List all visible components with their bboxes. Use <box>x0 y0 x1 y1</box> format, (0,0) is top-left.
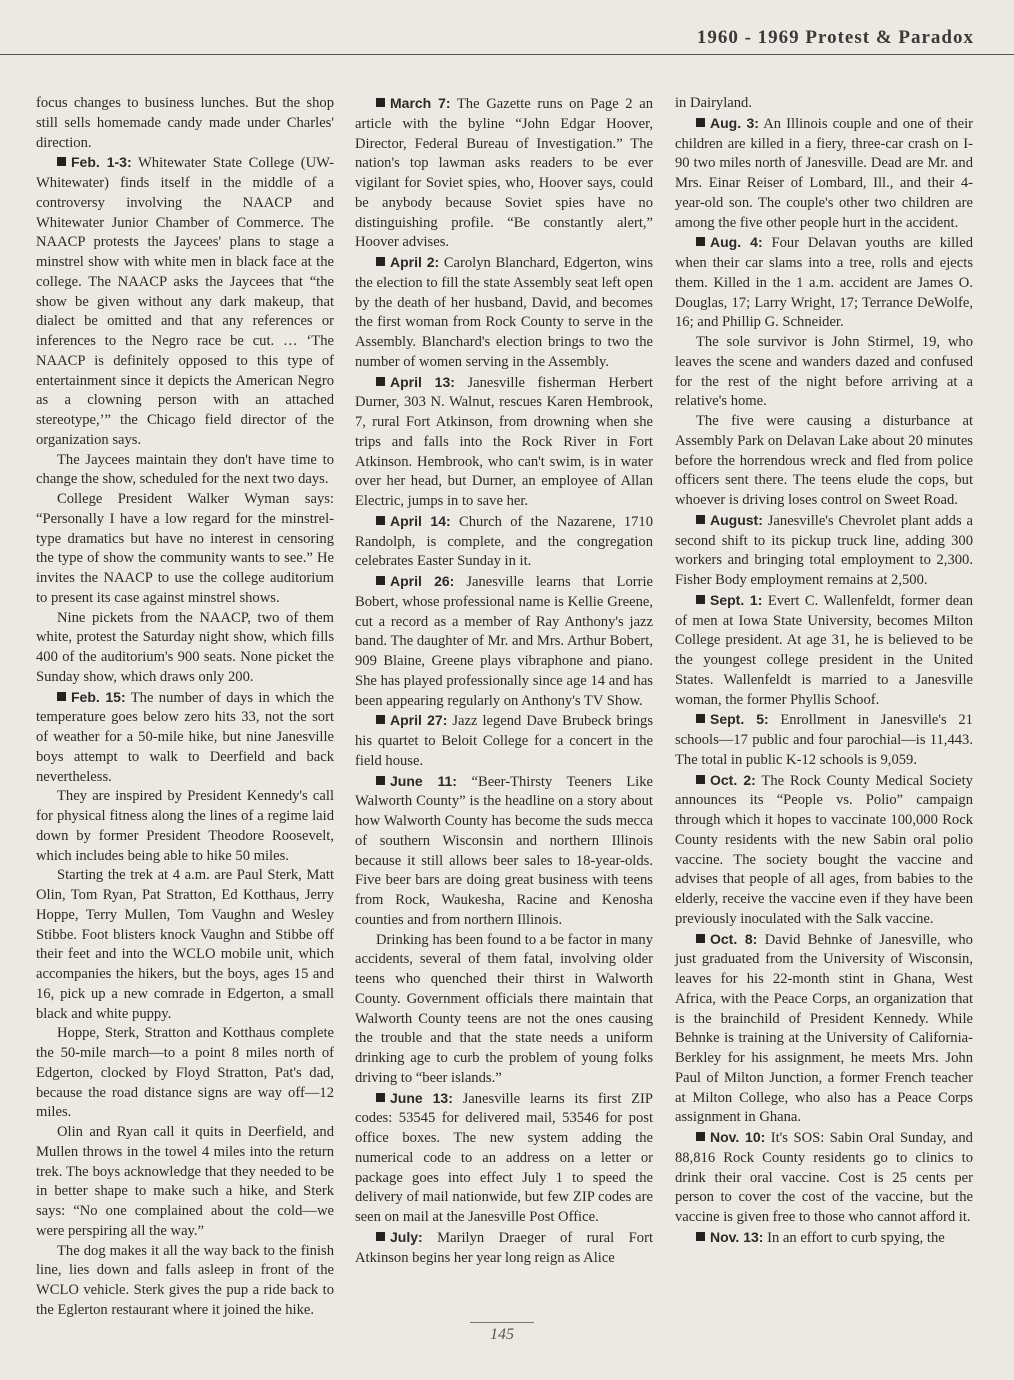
paragraph: Nine pickets from the NAACP, two of them white, protest the Saturday night show, which fills 400 of the auditorium's 900 seats. None picket the Sunday show, which draws only 200. <box>36 609 334 685</box>
column-2 <box>355 94 653 1268</box>
section-title: 1960 - 1969 Protest & Paradox <box>696 27 974 48</box>
entry-text: In an effort to curb spying, the <box>763 1229 945 1246</box>
entry-text: Carolyn Blanchard, Edgerton, wins the election to fill the state Assembly seat left open by the death of her husband, David, and becomes the first woman from Rock County to serve in the Assembly. Blanchard's election brings to two the number of women serving in the Assembly. <box>355 255 653 370</box>
entry-nov-10 <box>675 1128 973 1228</box>
bullet-square-icon <box>696 714 705 723</box>
entry-april-27 <box>355 711 653 771</box>
paragraph: Drinking has been found to a be factor in many accidents, several of them fatal, involving older teens who quenched their thirst in Walworth County. Government officials there maintain that Walworth County teens are not the ones causing the trouble and that the state needs a uniform drinking age to curb the problem of young folks driving to “beer islands.” <box>355 931 653 1086</box>
entry-text: “Beer-Thirsty Teeners Like Walworth County” is the headline on a story about how Walworth County has become the suds mecca of southern Wisconsin and northern Illinois because it still allows beer sales to 18-year-olds. Five beer bars are doing great business with teens from Rock, Waukesha, Racine and Kenosha counties and from northern Illinois. <box>355 773 653 928</box>
column-1 <box>36 94 334 1321</box>
entry-text: Marilyn Draeger of rural Fort Atkinson begins her year long reign as Alice <box>355 1229 653 1266</box>
entry-text: Church of the Nazarene, 1710 Randolph, is complete, and the congregation celebrates Easter Sunday in it. <box>355 513 654 570</box>
entry-text: Janesville's Chevrolet plant adds a second shift to its pickup truck line, adding 300 workers and bringing total employment to 2,300. Fisher Body employment remains at 2,500. <box>675 512 973 588</box>
entry-date: Sept. 1: <box>710 591 763 608</box>
entry-text: Jazz legend Dave Brubeck brings his quartet to Beloit College for a concert in the field house. <box>355 713 654 769</box>
paragraph: Olin and Ryan call it quits in Deerfield, and Mullen throws in the towel 4 miles into the return trek. The boys acknowledge that they needed to be in better shape to make such a hike, and Sterk says: “No one complained about the cold—we were perspiring all the way.” <box>36 1124 334 1239</box>
entry-date: June 11: <box>390 772 457 789</box>
bullet-square-icon <box>376 1093 385 1102</box>
bullet-square-icon <box>376 715 385 724</box>
footer-rule <box>470 1322 534 1323</box>
entry-feb-15 <box>36 688 334 788</box>
entry-date: April 26: <box>390 573 455 589</box>
entry-text: Enrollment in Janesville's 21 schools—17 public and four parochial—is 11,443. The total in public K-12 schools is 9,059. <box>675 712 973 768</box>
bullet-square-icon <box>696 237 705 246</box>
bullet-square-icon <box>376 377 385 386</box>
entry-text: Janesville fisherman Herbert Durner, 303 N. Walnut, rescues Karen Hembrook, 7, rural Fort Atkinson, from drowning when she trips and falls into the Rock River in Fort Atkinson. Hembrook, who can't swim, is in water over her head, but Durner, an employee of Allan Electric, jumps in to save her. <box>355 374 653 509</box>
entry-date: August: <box>710 511 763 528</box>
entry-text: It's SOS: Sabin Oral Sunday, and 88,816 Rock County residents go to clinics to drink their oral vaccine. Cost is 25 cents per person to cover the cost of the vaccine, but the vaccine is given free to those who cannot afford it. <box>675 1130 973 1225</box>
entry-text: Whitewater State College (UW-Whitewater) finds itself in the middle of a controversy involving the NAACP and Whitewater Junior Chamber of Commerce. The NAACP protests the Jaycees' plans to stage a minstrel show with white men in black face at the college. The NAACP asks the Jaycees that “the show be given without any dark makeup, that dialect be omitted and that any references or inferences to the Negro race be cut. … ‘The NAACP is definitely opposed to this type of entertainment since it depicts the American Negro as a clowning person with an attached stereotype,’” the Chicago field director of the organization says. <box>36 155 334 448</box>
running-header <box>0 0 1014 60</box>
entry-date: Sept. 5: <box>710 711 769 728</box>
entry-date: March 7: <box>390 95 451 111</box>
header-rule <box>0 54 1014 55</box>
entry-date: Feb. 15: <box>71 688 126 705</box>
entry-sept-1 <box>675 591 973 711</box>
bullet-square-icon <box>376 516 385 525</box>
paragraph: They are inspired by President Kennedy's call for physical fitness along the lines of a regime laid down by former President Theodore Roosevelt, which includes being able to hike 50 miles. <box>36 788 334 864</box>
entry-april-13 <box>355 373 653 512</box>
entry-text: The Rock County Medical Society announces its “People vs. Polio” campaign through which it hopes to vaccinate 100,000 Rock County residents with the new Sabin oral polio vaccine. The society bought the vaccine and advises that people of all ages, from babies to the elderly, receive the vaccine even if they have been previously inoculated with the Salk vaccine. <box>675 772 973 927</box>
entry-aug-4 <box>675 233 973 333</box>
entry-march-7 <box>355 94 653 253</box>
paragraph: The Jaycees maintain they don't have time to change the show, scheduled for the next two days. <box>36 451 334 488</box>
bullet-square-icon <box>696 595 705 604</box>
bullet-square-icon <box>696 934 705 943</box>
entry-oct-2 <box>675 771 973 930</box>
entry-june-11 <box>355 772 653 931</box>
bullet-square-icon <box>376 576 385 585</box>
entry-date: Aug. 3: <box>710 114 759 131</box>
entry-text: The Gazette runs on Page 2 an article with the byline “John Edgar Hoover, Director, Federal Bureau of Investigation.” The nation's top lawman asks readers to be ever vigilant for Soviet spies, who, Hoover says, could be anybody because Soviet spies have no distinguishing profile. “Be constantly alert,” Hoover advises. <box>355 96 653 251</box>
paragraph: in Dairyland. <box>675 95 753 111</box>
bullet-square-icon <box>376 257 385 266</box>
bullet-square-icon <box>376 1232 385 1241</box>
entry-date: Aug. 4: <box>710 234 763 251</box>
bullet-square-icon <box>696 118 705 127</box>
entry-feb-1-3 <box>36 153 334 450</box>
entry-text: Janesville learns that Lorrie Bobert, whose professional name is Kellie Greene, cut a record as a member of Ray Anthony's jazz band. The daughter of Mr. and Mrs. Arthur Bobert, 909 Blaine, Greene plays vibraphone and piano. She has played professionally since age 14 and has been appearing regularly on Anthony's TV Show. <box>355 574 653 709</box>
entry-sept-5 <box>675 710 973 770</box>
entry-oct-8 <box>675 930 973 1129</box>
entry-date: June 13: <box>390 1089 453 1106</box>
entry-text: David Behnke of Janesville, who just graduated from the University of Wisconsin, leaves for his 22-month stint in Ghana, West Africa, with the Peace Corps, an organization that is the brainchild of President Kennedy. While Behnke is training at the University of California-Berkley for his assignment, he meets Mrs. John Paul of Milton Junction, a former French teacher at Milton College, who also has a Peace Corps assignment in Ghana. <box>675 931 973 1126</box>
entry-date: Nov. 13: <box>710 1228 764 1245</box>
entry-date: Feb. 1-3: <box>71 154 132 171</box>
entry-date: April 27: <box>390 712 448 729</box>
entry-nov-13 <box>675 1228 973 1249</box>
paragraph: College President Walker Wyman says: “Personally I have a low regard for the minstrel-type dramatics but have no interest in censoring the type of show the community wants to see.” He invites the NAACP to use the college auditorium to present its case against minstrel shows. <box>36 491 334 606</box>
bullet-square-icon <box>696 1232 705 1241</box>
entry-july <box>355 1228 653 1269</box>
bullet-square-icon <box>696 1132 705 1141</box>
entry-text: Janesville learns its first ZIP codes: 53545 for delivered mail, 53546 for post office boxes. The new system adding the numerical code to an address on a letter or package goes into effect July 1 to speed the delivery of mail nationwide, but few ZIP codes are seen on mail at the Janesville Post Office. <box>355 1090 653 1225</box>
entry-text: Four Delavan youths are killed when their car slams into a tree, rolls and ejects them. Killed in the 1 a.m. accident are James O. Douglas, 17; Larry Wright, 17; Terrance DeWolfe, 16; and Phillip G. Schneider. <box>675 235 973 331</box>
entry-june-13 <box>355 1089 653 1228</box>
entry-text: Evert C. Wallenfeldt, former dean of men at Iowa State University, becomes Milton College president. At age 31, he is believed to be the youngest college president in the United States. Wallenfeldt is married to a Janesville woman, the former Phyllis Schoof. <box>675 592 973 708</box>
paragraph: The five were causing a disturbance at Assembly Park on Delavan Lake about 20 minutes before the horrendous wreck and fled from police officers sent there. The teens elude the cops, but whoever is driving loses control on Sweet Road. <box>675 413 973 508</box>
entry-text: The number of days in which the temperature goes below zero hits 33, not the sort of weather for a 50-mile hike, but nine Janesville boys attempt to walk to Deerfield and back nevertheless. <box>36 689 335 785</box>
entry-april-2 <box>355 253 653 373</box>
entry-aug-3 <box>675 114 973 234</box>
entry-date: Oct. 2: <box>710 771 756 788</box>
bullet-square-icon <box>696 775 705 784</box>
entry-date: April 13: <box>390 373 455 390</box>
entry-date: Oct. 8: <box>710 930 758 947</box>
bullet-square-icon <box>376 776 385 785</box>
entry-text: An Illinois couple and one of their children are killed in a fiery, three-car crash on I-90 two miles north of Janesville. Dead are Mr. and Mrs. Einar Reiser of Lombard, Ill., and their 4-year-old son. The couple's other two children are among the five other people hurt in the accident. <box>675 115 973 231</box>
entry-date: July: <box>390 1228 423 1245</box>
bullet-square-icon <box>57 157 66 166</box>
entry-date: April 14: <box>390 512 451 529</box>
paragraph: Starting the trek at 4 a.m. are Paul Sterk, Matt Olin, Tom Ryan, Pat Stratton, Ed Kotthaus, Jerry Hoppe, Terry Mullen, Tom Vaughn and Wesley Stibbe. Foot blisters knock Vaughn and Stibbe off their feet and into the WCLO mobile unit, which accompanies the hikers, but the boys, ages 15 and 16, pick up a new comrade in Edgerton, a small black and white puppy. <box>36 867 334 1022</box>
entry-date: Nov. 10: <box>710 1129 766 1145</box>
paragraph: Hoppe, Sterk, Stratton and Kotthaus complete the 50-mile march—to a point 8 miles north of Edgerton, clocked by Floyd Stratton, Pat's dad, because the road distance signs are way off—12 miles. <box>36 1025 334 1121</box>
paragraph: The dog makes it all the way back to the finish line, lies down and falls asleep in front of the WCLO vehicle. Sterk gives the pup a ride back to the Eglerton restaurant where it joined the hike. <box>36 1242 334 1318</box>
paragraph: The sole survivor is John Stirmel, 19, who leaves the scene and wanders dazed and confused for the rest of the night before arriving at a relative's home. <box>675 334 973 410</box>
bullet-square-icon <box>376 98 385 107</box>
entry-august <box>675 511 973 591</box>
entry-april-14 <box>355 512 653 572</box>
column-3 <box>675 94 973 1249</box>
paragraph: focus changes to business lunches. But the shop still sells homemade candy made under Charles' direction. <box>36 95 334 151</box>
entry-april-26 <box>355 572 653 711</box>
bullet-square-icon <box>57 692 66 701</box>
bullet-square-icon <box>696 515 705 524</box>
page-number: 145 <box>490 1326 514 1343</box>
entry-date: April 2: <box>390 254 440 270</box>
